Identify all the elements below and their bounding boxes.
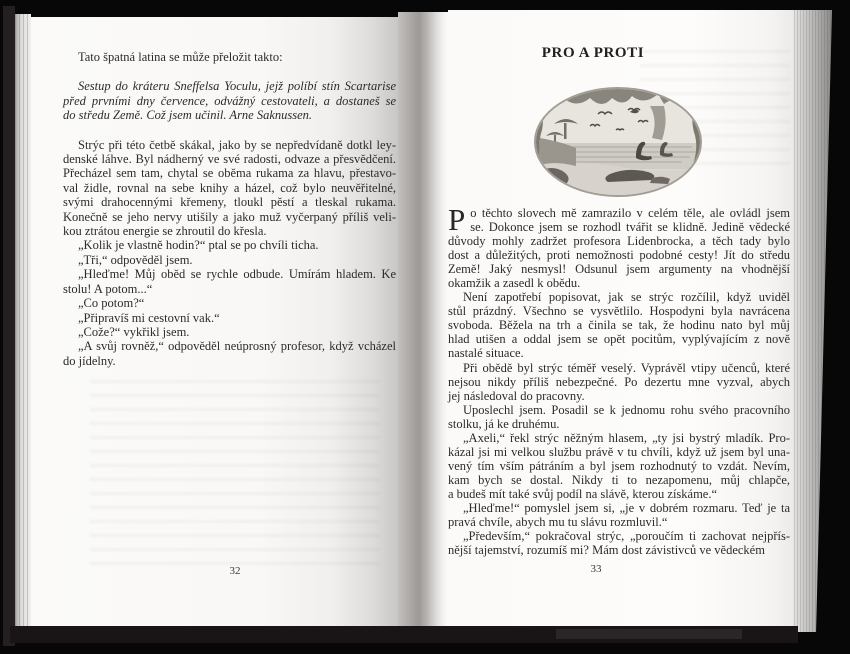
paragraph	[448, 403, 790, 431]
text-line: Strýc při této četbě skákal, jako by se nepředvídaně dotkl ley-	[78, 137, 396, 152]
text-line: stolu! A potom...“	[63, 281, 153, 296]
text-line: „Kolik je vlastně hodin?“ ptal se po chvíli ticha.	[78, 238, 319, 253]
paragraph	[63, 50, 396, 64]
paragraph	[448, 202, 790, 291]
book-cover-highlight	[556, 629, 742, 639]
text-line: kázal jsi mi velkou službu právě v tu chvíli, když už jsem byl una-	[448, 444, 790, 459]
text-line: Přecházel sem tam, chytal se oběma rukama za hlavu, přestavo-	[63, 166, 396, 181]
text-line: „Cože?“ vykřikl jsem.	[78, 324, 190, 339]
book-gutter-spine	[398, 12, 448, 630]
paragraph	[448, 431, 790, 501]
paragraph	[448, 290, 790, 360]
text-line: kam bych se dostal. Nikdy ti to nezapomenu, můj chlapče,	[448, 472, 790, 487]
page-number: 33	[590, 563, 602, 575]
book-cover-left-edge	[3, 6, 15, 646]
text-line: kou ztrátou energie se zhroutil do křesla.	[63, 224, 267, 239]
text-line: stolku, já ke druhému.	[448, 416, 560, 431]
paragraph	[63, 311, 396, 325]
text-line: Země! Jaký nesmysl! Odsunul jsem argumenty na vhodnější	[448, 262, 790, 277]
text-line: „Co potom?“	[78, 296, 145, 311]
paragraph	[448, 501, 790, 529]
paragraph	[63, 79, 396, 122]
text-line: pravá chvíle, abych mu tu slávu rozmluvil.“	[448, 515, 668, 530]
text-line: do jídelny.	[63, 353, 116, 368]
text-line: Uposlechl jsem. Posadil se k jednomu rohu svého pracovního	[463, 402, 790, 417]
paragraph	[63, 238, 396, 252]
text-line: nejsou nikdy příliš nebezpečné. Po dezertu mne vyzval, abych	[448, 374, 790, 389]
text-line: dost a důležitých, proti nemožnosti podobné cesty! Jít do středu	[448, 248, 790, 263]
text-line: „Připravíš mi cestovní vak.“	[78, 310, 220, 325]
text-line: Konečně se jeho nervy utišily a jako muž vyčerpaný příliš veli-	[63, 209, 396, 224]
left-page-text	[63, 50, 396, 368]
paragraph	[63, 267, 396, 296]
left-page-stack-edge	[15, 14, 31, 628]
text-line: „Hleďme! Můj oběd se rychle odbude. Umírám hladem. Ke	[78, 267, 396, 282]
paragraph	[63, 325, 396, 339]
paragraph	[448, 361, 790, 403]
page-number: 32	[229, 565, 241, 577]
text-line: nastalé situace.	[448, 346, 524, 361]
text-line: Není zapotřebí popisovat, jak se strýc rozčílil, když uviděl	[463, 290, 790, 305]
text-line: „Axeli,“ řekl strýc něžným hlasem, „ty jsi bystrý mladík. Pro-	[463, 430, 790, 445]
text-line: se. Dokonce jsem se rozhodl tvářit se klidně. Jedině vědecké	[470, 220, 790, 235]
text-line: „Především,“ pokračoval strýc, „poroučím ti zachovat nejpřís-	[463, 529, 790, 544]
text-line: Při obědě byl strýc téměř veselý. Vyprávěl vtipy učenců, které	[463, 360, 790, 375]
drop-cap-letter: P	[448, 202, 466, 237]
text-line: hlad utišen a oddal jsem se opět pocitům, vyplývajícím z nově	[448, 332, 790, 347]
paragraph	[448, 529, 790, 557]
text-line: svými drahocennými křemeny, tloukl pěstí a tleskal rukama.	[63, 195, 396, 210]
prehistoric-scene-illustration	[532, 86, 704, 198]
text-line: svoboda. Běžela na trh a činila se tak, že hodinu nato byl můj	[448, 318, 790, 333]
text-line: okamžik a zasedl k obědu.	[448, 276, 581, 291]
paragraph	[63, 253, 396, 267]
paragraph	[63, 138, 396, 239]
text-line: jej následoval do pracovny.	[448, 388, 585, 403]
text-line: a budeš mít také svůj podíl na slávě, kterou získáme.“	[448, 486, 718, 501]
text-line: před prvními dny července, odvážný cestovateli, a dostaneš se	[63, 93, 396, 108]
right-page-stack-edge	[794, 10, 832, 632]
text-line: „A svůj rovněž,“ odpověděl neúprosný profesor, když vcházel	[78, 339, 396, 354]
text-line: Sestup do kráteru Sneffelsa Yoculu, jejž políbí stín Scartarise	[78, 79, 396, 94]
text-line: důvody mohly zadržet profesora Lidenbrocka, a těch tady bylo	[448, 234, 790, 249]
right-page-text	[448, 202, 790, 558]
text-line: nější tajemství, rozumíš mi? Mám dost závistivců ve vědeckém	[448, 543, 765, 558]
text-line: stůl prázdný. Všechno se vysvětlilo. Hospodyni byla navrácena	[448, 304, 790, 319]
text-line: Tato špatná latina se může přeložit takto:	[78, 50, 283, 64]
text-line: o těchto slovech mě zamrazilo v celém těle, ale ovládl jsem	[470, 206, 790, 220]
text-line: denské láhve. Byl nádherný ve své radosti, odvaze a přesvědčení.	[63, 152, 396, 167]
text-line: do středu Země. Což jsem učinil. Arne Saknussen.	[63, 108, 313, 123]
chapter-title: PRO A PROTI	[541, 45, 645, 61]
text-line: „Hleďme!“ pomyslel jsem si, „je v dobrém rozmaru. Teď je ta	[463, 500, 790, 515]
text-line: „Tři,“ odpověděl jsem.	[78, 252, 193, 267]
paragraph	[63, 296, 396, 310]
text-line: val židle, rovnal na sebe knihy a házel, což bylo neuvěřitelné,	[63, 180, 396, 195]
paragraph	[63, 339, 396, 368]
text-line: vený tím vším pátráním a byl jsem rozhodnutý to vzdát. Nevím,	[448, 458, 790, 473]
